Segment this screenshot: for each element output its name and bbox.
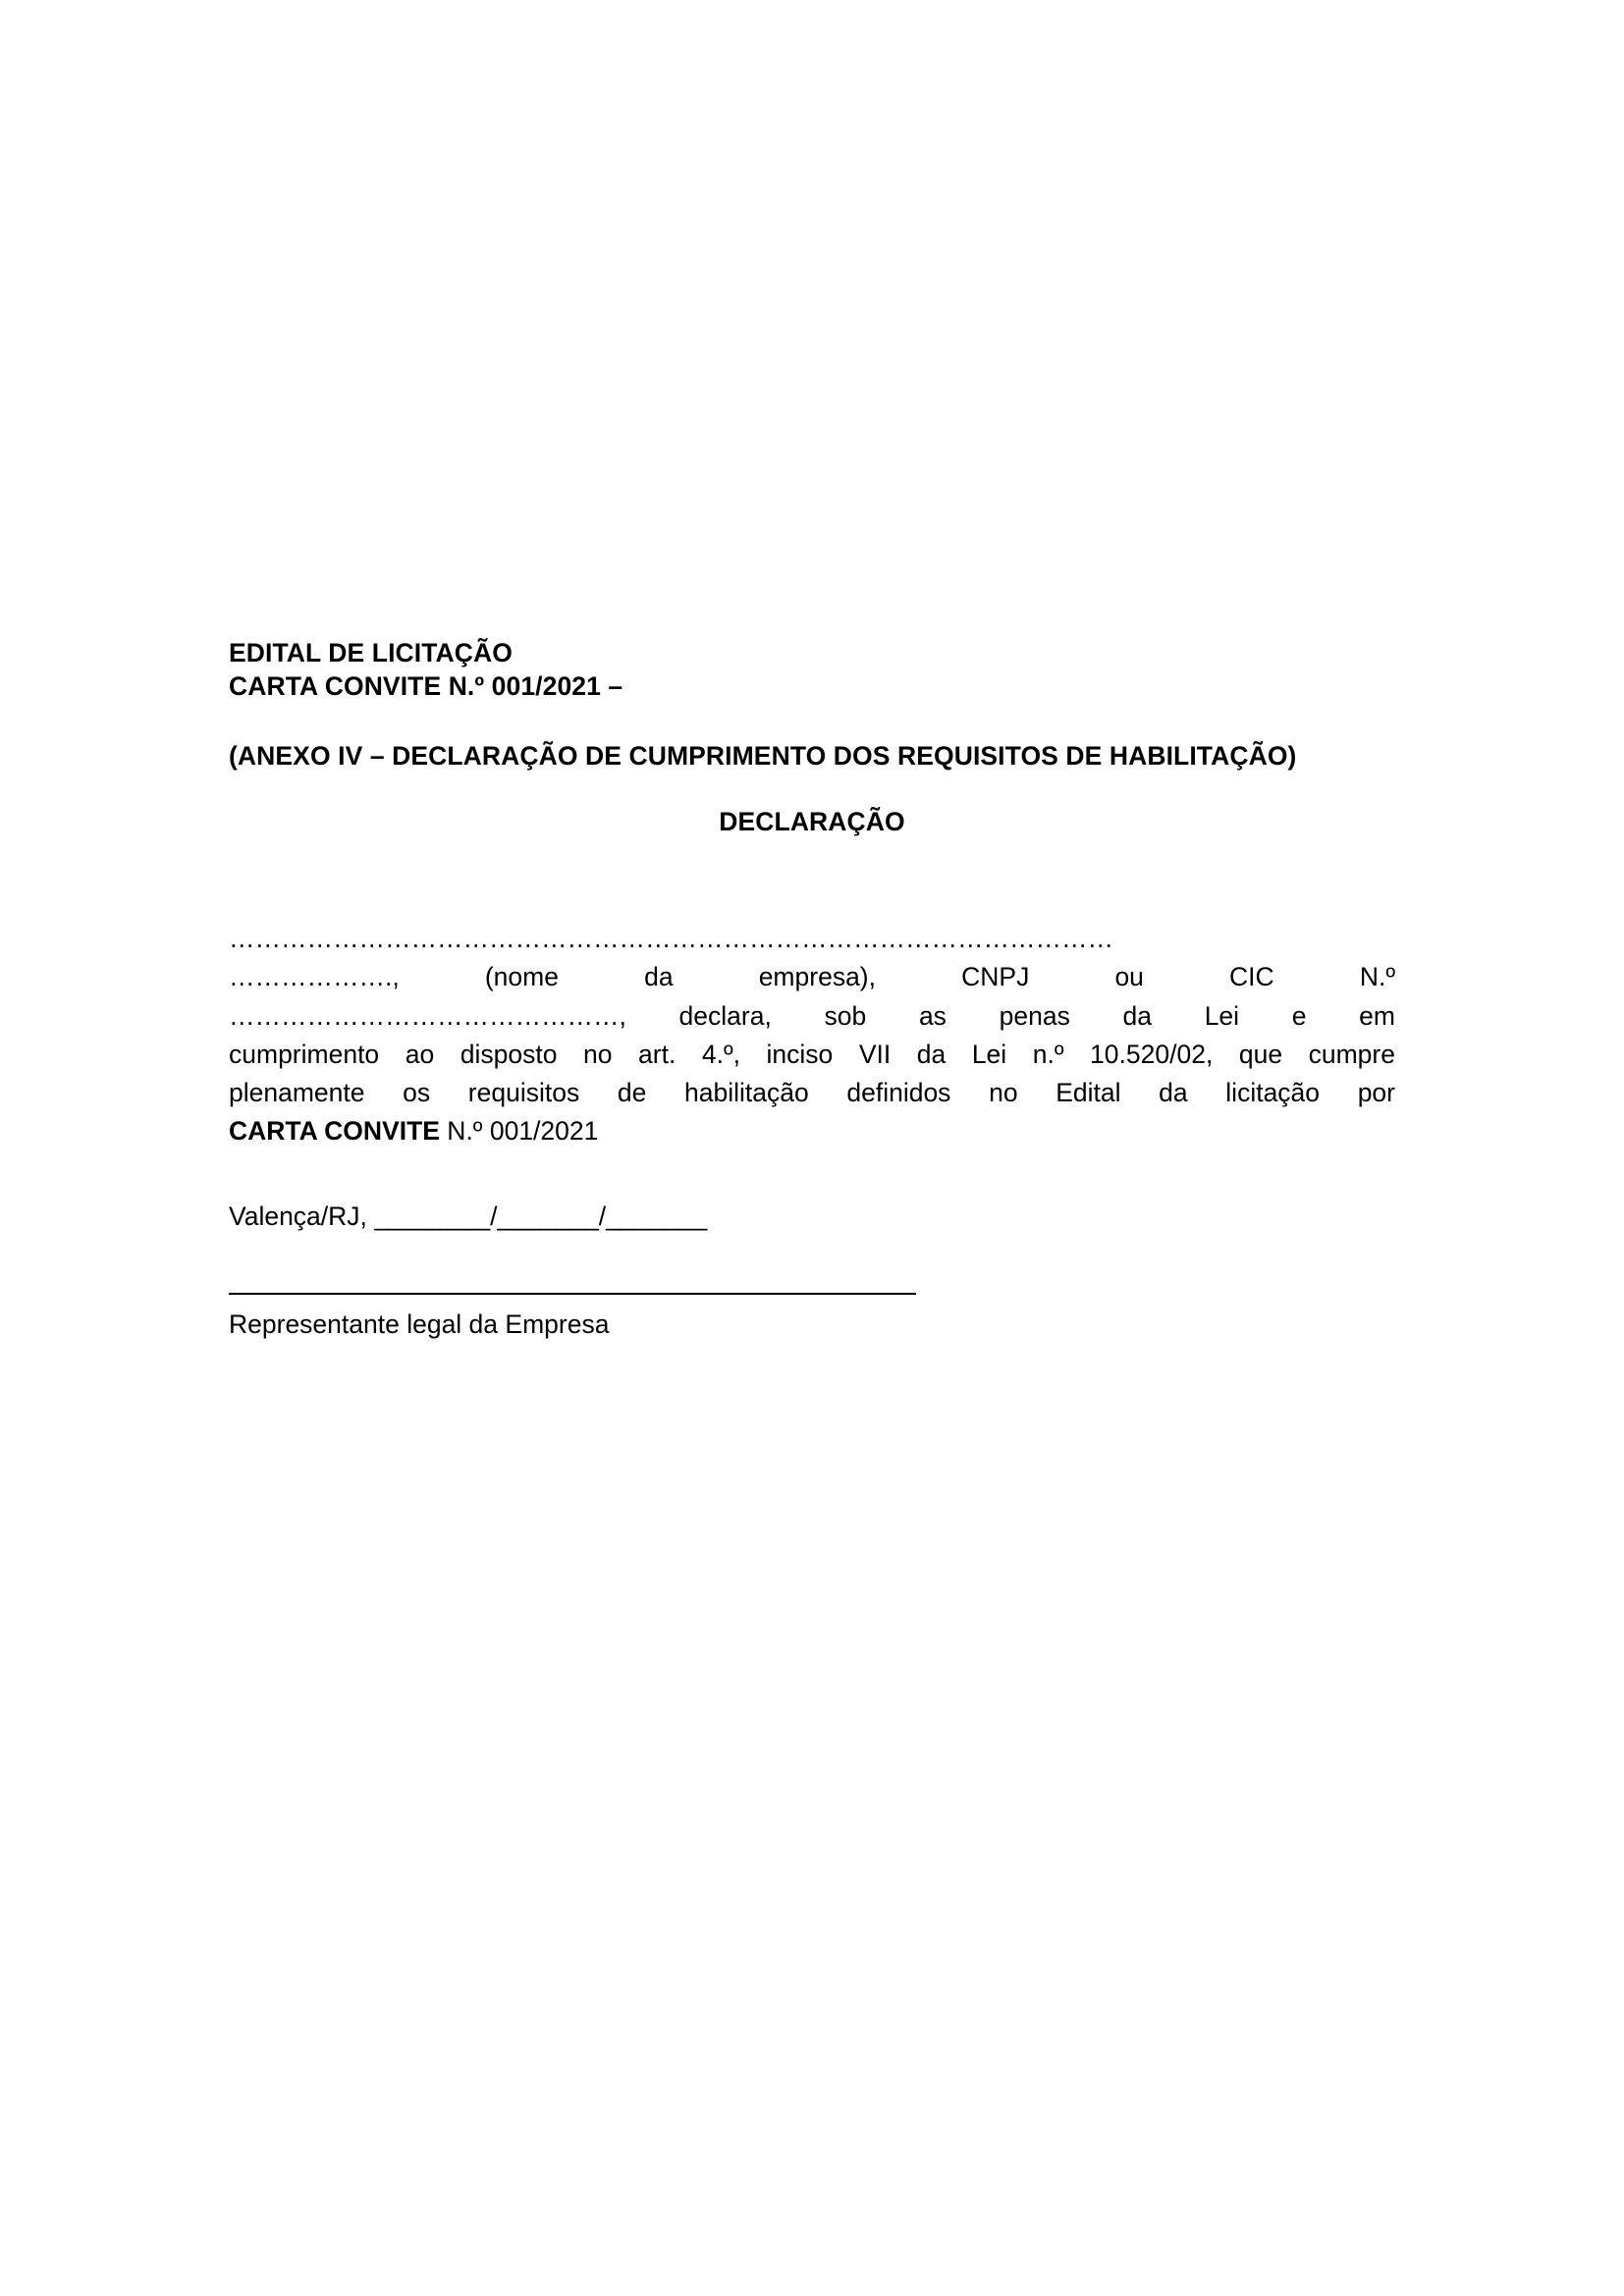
declaration-heading: DECLARAÇÃO (719, 807, 905, 837)
header-line-carta-convite: CARTA CONVITE N.º 001/2021 – (229, 671, 623, 702)
body-line-1: ………………………………………………………………………………………… (229, 924, 1113, 954)
declaration-body (229, 920, 1395, 1150)
document-content (229, 636, 1395, 1343)
place-and-date: Valença/RJ, ________/_______/_______ (229, 1201, 708, 1232)
spacer-after-header (229, 704, 1395, 739)
body-line-6 (229, 1112, 1395, 1150)
signature-line (229, 1293, 916, 1295)
body-line-2: ………………., (nome da empresa), CNPJ ou CIC N.º (229, 962, 1395, 992)
signature-label: Representante legal da Empresa (229, 1308, 610, 1339)
annex-title: (ANEXO IV – DECLARAÇÃO DE CUMPRIMENTO DOS REQUISITOS DE HABILITAÇÃO) (229, 740, 1297, 771)
body-line-6-rest: N.º 001/2021 (439, 1116, 599, 1147)
document-header (229, 636, 1395, 704)
body-line-6-bold: CARTA CONVITE (229, 1116, 440, 1147)
signature-area (229, 1293, 1395, 1343)
body-line-4: cumprimento ao disposto no art. 4.º, inciso VII da Lei n.º 10.520/02, que cumpre (229, 1039, 1395, 1069)
body-line-3: ………………………………………, declara, sob as penas da Lei e em (229, 1000, 1395, 1031)
body-line-5: plenamente os requisitos de habilitação definidos no Edital da licitação por (229, 1077, 1395, 1107)
header-line-edital: EDITAL DE LICITAÇÃO (229, 638, 513, 667)
